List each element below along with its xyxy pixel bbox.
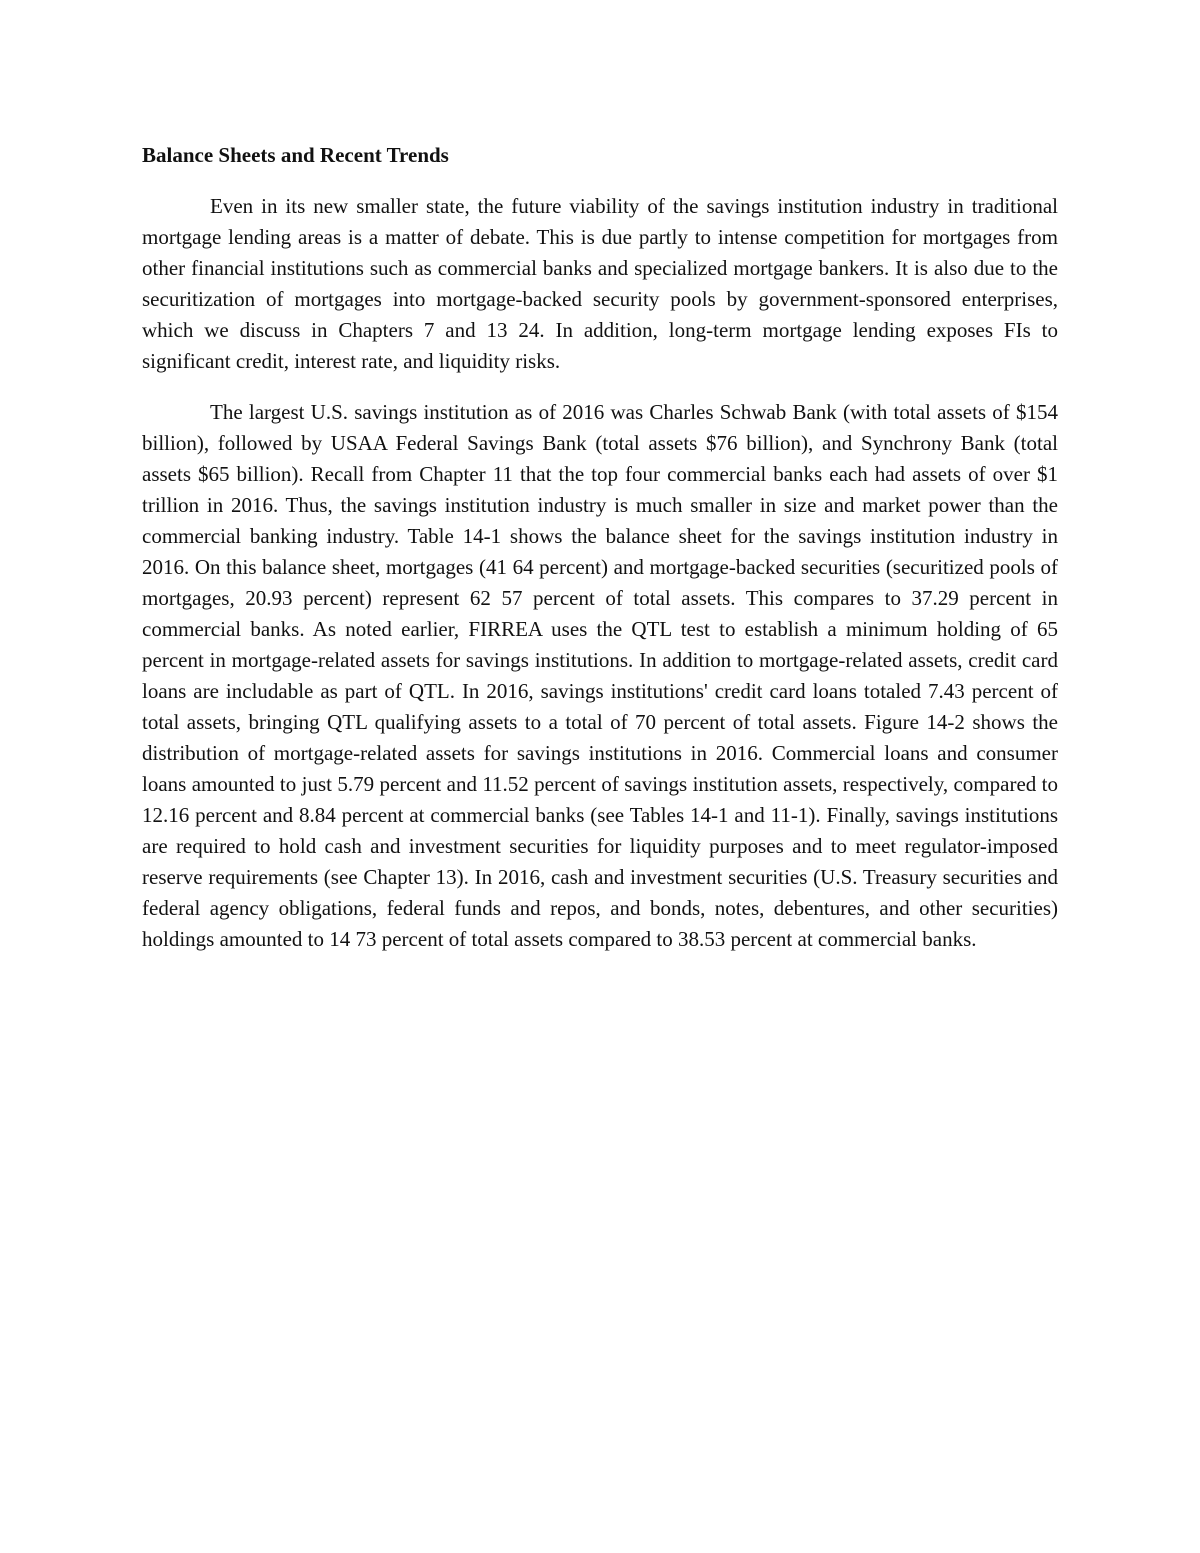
document-body — [142, 140, 1058, 975]
paragraph-viability: Even in its new smaller state, the future viability of the savings institution industry in traditional mortgage lending areas is a matter of debate. This is due partly to intense competition for mortgages from other financial institutions such as commercial banks and specialized mortgage bankers. It is also due to the securitization of mortgages into mortgage-backed security pools by government-sponsored enterprises, which we discuss in Chapters 7 and 13 24. In addition, long-term mortgage lending exposes FIs to significant credit, interest rate, and liquidity risks. — [142, 194, 1058, 373]
section-heading: Balance Sheets and Recent Trends — [142, 143, 449, 167]
paragraph-largest-institutions: The largest U.S. savings institution as of 2016 was Charles Schwab Bank (with total assets of $154 billion), followed by USAA Federal Savings Bank (total assets $76 billion), and Synchrony Bank (total assets $65 billion). Recall from Chapter 11 that the top four commercial banks each had assets of over $1 trillion in 2016. Thus, the savings institution industry is much smaller in size and market power than the commercial banking industry. Table 14-1 shows the balance sheet for the savings institution industry in 2016. On this balance sheet, mortgages (41 64 percent) and mortgage-backed securities (securitized pools of mortgages, 20.93 percent) represent 62 57 percent of total assets. This compares to 37.29 percent in commercial banks. As noted earlier, FIRREA uses the QTL test to establish a minimum holding of 65 percent in mortgage-related assets for savings institutions. In addition to mortgage-related assets, credit card loans are includable as part of QTL. In 2016, savings institutions' credit card loans totaled 7.43 percent of total assets, bringing QTL qualifying assets to a total of 70 percent of total assets. Figure 14-2 shows the distribution of mortgage-related assets for savings institutions in 2016. Commercial loans and consumer loans amounted to just 5.79 percent and 11.52 percent of savings institution assets, respectively, compared to 12.16 percent and 8.84 percent at commercial banks (see Tables 14-1 and 11-1). Finally, savings institutions are required to hold cash and investment securities for liquidity purposes and to meet regulator-imposed reserve requirements (see Chapter 13). In 2016, cash and investment securities (U.S. Treasury securities and federal agency obligations, federal funds and repos, and bonds, notes, debentures, and other securities) holdings amounted to 14 73 percent of total assets compared to 38.53 percent at commercial banks. — [142, 400, 1058, 951]
